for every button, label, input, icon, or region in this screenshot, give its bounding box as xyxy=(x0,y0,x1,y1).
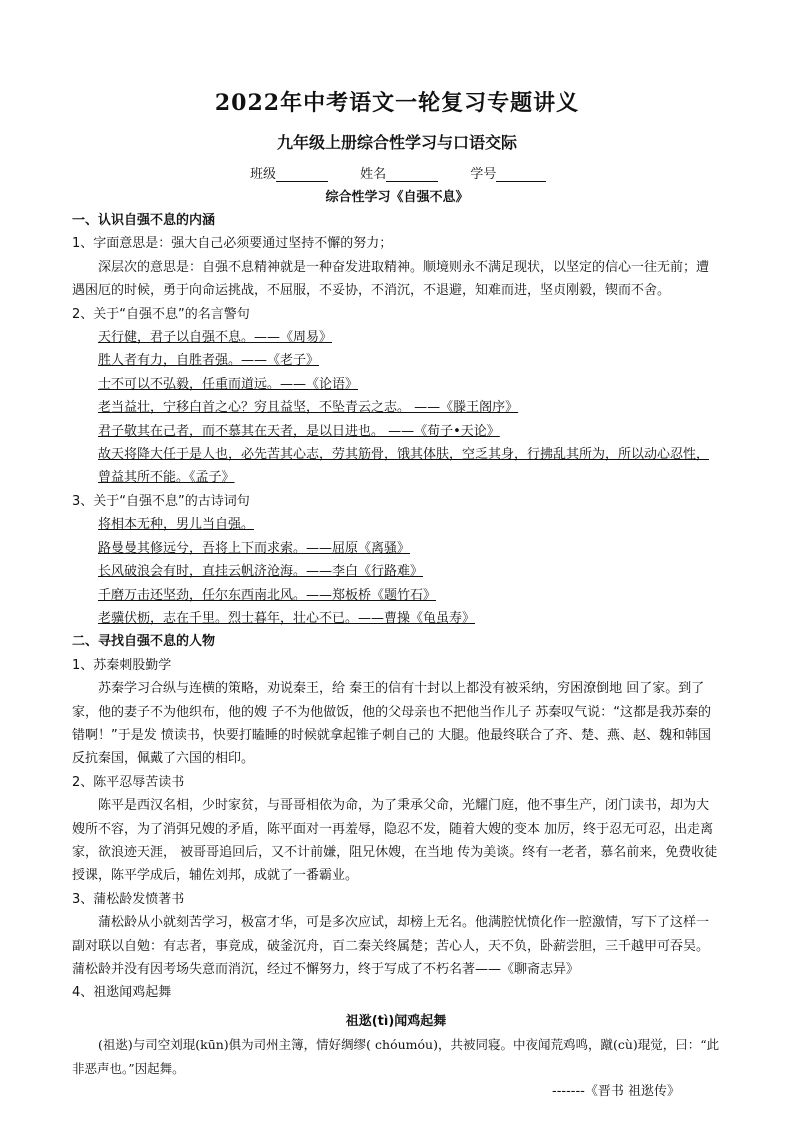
quote-item: 士不可以不弘毅，任重而道远。——《论语》 xyxy=(98,376,359,392)
part1-item1-literal: 1、字面意思是：强大自己必须要通过坚持不懈的努力； xyxy=(72,236,393,252)
name-blank[interactable] xyxy=(386,167,438,182)
quote-item: 老当益壮，宁移白首之心？穷且益坚，不坠青云之志。 ——《滕王阁序》 xyxy=(98,400,519,416)
document-body xyxy=(72,209,720,1103)
poem-item: 老骥伏枥，志在千里。烈士暮年，壮心不已。——曹操《龟虽寿》 xyxy=(98,610,476,626)
class-field[interactable] xyxy=(250,167,328,182)
id-field[interactable] xyxy=(470,167,546,182)
story4-text: (祖逖)与司空刘琨(kūn)俱为司州主簿，情好绸缪( chóumóu)，共被同寝。中夜闻荒鸡鸣，蹴(cù)琨觉，曰：“此非恶声也。”因起舞。 xyxy=(72,1037,720,1076)
story4-heading: 祖逖(tì)闻鸡起舞 xyxy=(345,1013,447,1029)
story2-text: 陈平是西汉名相，少时家贫，与哥哥相依为命，为了秉承父命，光耀门庭，他不事生产，闭门读书，却为大嫂所不容，为了消弭兄嫂的矛盾，陈平面对一再羞辱，隐忍不发，随着大嫂的变本 加厉，终于忍无可忍，出走离家，欲浪迹天涯， 被哥哥追回后，又不计前嫌，阻兄休嫂，在当地 传为美谈。终有一老者，慕名前来，免费收徒授课，陈平学成后，辅佐刘邦，成就了一番霸业。 xyxy=(72,798,718,884)
part1-heading: 一、认识自强不息的内涵 xyxy=(72,213,216,228)
section-title: 综合性学习《自强不息》 xyxy=(325,190,469,205)
part1-item1-deep: 深层次的意思是：自强不息精神就是一种奋发进取精神。顺境则永不满足现状，以坚定的信心一往无前；遭遇困厄的时候，勇于向命运挑战，不屈服，不妥协，不消沉，不退避，知难而进，坚贞刚毅，锲而不舍。 xyxy=(72,259,710,299)
page-subtitle: 九年级上册综合性学习与口语交际 xyxy=(276,133,517,152)
id-label: 学号 xyxy=(470,167,497,182)
class-label: 班级 xyxy=(250,167,277,182)
name-field[interactable] xyxy=(360,167,438,182)
name-label: 姓名 xyxy=(360,167,387,182)
story3-title: 3、蒲松龄发愤著书 xyxy=(72,891,185,907)
id-blank[interactable] xyxy=(496,167,546,182)
quote-item: 故天将降大任于是人也，必先苦其心志，劳其筋骨，饿其体肤，空乏其身，行拂乱其所为，所以动心忍性，曾益其所不能。《孟子》 xyxy=(98,447,710,486)
quote-item: 君子敬其在己者，而不慕其在天者，是以日进也。 ——《荀子•天论》 xyxy=(98,423,500,439)
quote-item: 天行健，君子以自强不息。——《周易》 xyxy=(98,330,333,346)
part1-item2-title: 2、关于“自强不息”的名言警句 xyxy=(72,306,250,322)
story1-text: 苏秦学习合纵与连横的策略，劝说秦王，给 秦王的信有十封以上都没有被采纳，穷困潦倒地 回了家。到了家，他的妻子不为他织布，他的嫂 子不为他做饭，他的父母亲也不把他当作儿子 苏秦叹气说：“这都是我苏秦的错啊！”于是发 愤读书，快要打瞌睡的时候就拿起锥子刺自己的 大腿。他最终联合了齐、楚、燕、赵、魏和韩国 反抗秦国，佩戴了六国的相印。 xyxy=(72,681,712,767)
part1-item3-title: 3、关于“自强不息”的古诗词句 xyxy=(72,493,250,509)
story3-text: 蒲松龄从小就刻苦学习，极富才华，可是多次应试，却榜上无名。他满腔忧愤化作一腔激情，写下了这样一副对联以自勉：有志者，事竟成，破釜沉舟，百二秦关终属楚；苦心人，天不负，卧薪尝胆，三千越甲可吞吴。蒲松龄并没有因考场失意而消沉，经过不懈努力，终于写成了不朽名著——《聊斋志异》 xyxy=(72,915,710,977)
part2-heading: 二、寻找自强不息的人物 xyxy=(72,634,216,650)
poem-item: 将相本无种，男儿当自强。 xyxy=(98,517,255,533)
poem-item: 长风破浪会有时，直挂云帆济沧海。——李白《行路难》 xyxy=(98,564,424,580)
poem-item: 路曼曼其修远兮，吾将上下而求索。——屈原《离骚》 xyxy=(98,540,411,556)
story1-title: 1、苏秦刺股勤学 xyxy=(72,657,172,673)
story2-title: 2、陈平忍辱苦读书 xyxy=(72,774,185,790)
page-title: 2022年中考语文一轮复习专题讲义 xyxy=(214,90,580,116)
student-info-fields xyxy=(250,163,574,182)
quote-item: 胜人者有力，自胜者强。——《老子》 xyxy=(98,353,320,369)
story4-source: -------《晋书 祖逖传》 xyxy=(552,1084,680,1100)
class-blank[interactable] xyxy=(276,167,328,182)
poem-item: 千磨万击还坚劲，任尔东西南北风。——郑板桥《题竹石》 xyxy=(98,587,437,603)
story4-title: 4、祖逖闻鸡起舞 xyxy=(72,985,172,1001)
